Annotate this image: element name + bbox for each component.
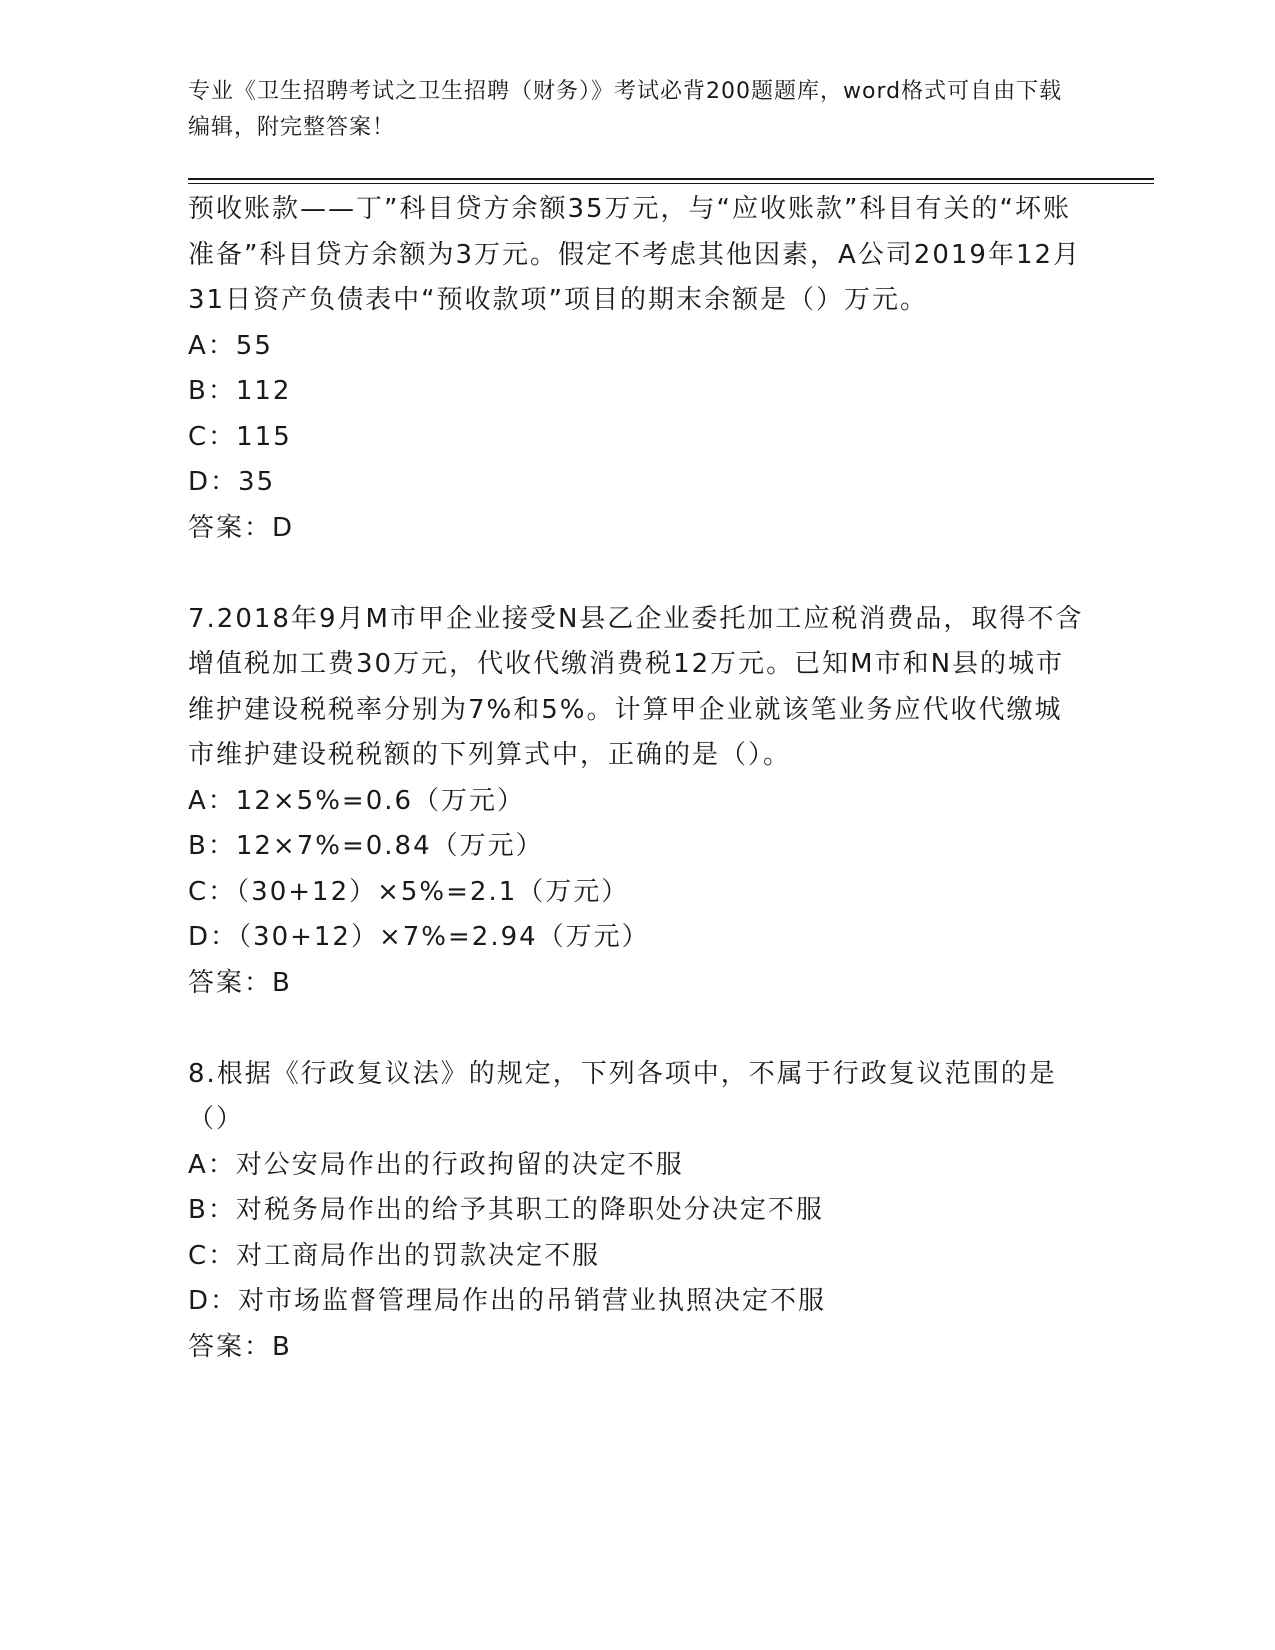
question-text: 预收账款——丁”科目贷方余额35万元，与“应收账款”科目有关的“坏账准备”科目贷方余额为3万元。假定不考虑其他因素，A公司2019年12月31日资产负债表中“预收款项”项目的期末余额是（）万元。 bbox=[188, 194, 1082, 315]
header-divider-thick bbox=[188, 178, 1154, 180]
option-d: D：对市场监督管理局作出的吊销营业执照决定不服 bbox=[188, 1286, 827, 1316]
option-c: C：（30+12）×5%=2.1（万元） bbox=[188, 876, 630, 907]
answer-line: 答案：D bbox=[188, 512, 295, 543]
question-list bbox=[188, 187, 1088, 1370]
answer-line: 答案：B bbox=[188, 1331, 292, 1362]
option-c: C：115 bbox=[188, 421, 292, 452]
question-block bbox=[188, 597, 1088, 1007]
option-c: C：对工商局作出的罚款决定不服 bbox=[188, 1240, 601, 1271]
option-b: B：112 bbox=[188, 376, 292, 406]
option-a: A：55 bbox=[188, 330, 273, 361]
header-divider-thin bbox=[188, 183, 1154, 184]
answer-line: 答案：B bbox=[188, 967, 292, 998]
question-spacer bbox=[188, 1006, 1088, 1052]
question-block bbox=[188, 187, 1088, 551]
question-spacer bbox=[188, 551, 1088, 597]
option-d: D：（30+12）×7%=2.94（万元） bbox=[188, 922, 650, 952]
option-a: A：对公安局作出的行政拘留的决定不服 bbox=[188, 1149, 684, 1180]
question-block bbox=[188, 1052, 1088, 1371]
page-header-title: 专业《卫生招聘考试之卫生招聘（财务）》考试必背200题题库，word格式可自由下载编辑，附完整答案！ bbox=[188, 79, 1063, 140]
option-d: D：35 bbox=[188, 467, 276, 497]
option-b: B：12×7%=0.84（万元） bbox=[188, 831, 544, 861]
option-b: B：对税务局作出的给予其职工的降职处分决定不服 bbox=[188, 1195, 824, 1225]
question-text: 7.2018年9月M市甲企业接受N县乙企业委托加工应税消费品，取得不含增值税加工费30万元，代收代缴消费税12万元。已知M市和N县的城市维护建设税税率分别为7%和5%。计算甲企业就该笔业务应代收代缴城市维护建设税税额的下列算式中，正确的是（）。 bbox=[188, 603, 1084, 770]
option-a: A：12×5%=0.6（万元） bbox=[188, 785, 526, 816]
question-text: 8.根据《行政复议法》的规定，下列各项中，不属于行政复议范围的是（） bbox=[188, 1058, 1057, 1134]
